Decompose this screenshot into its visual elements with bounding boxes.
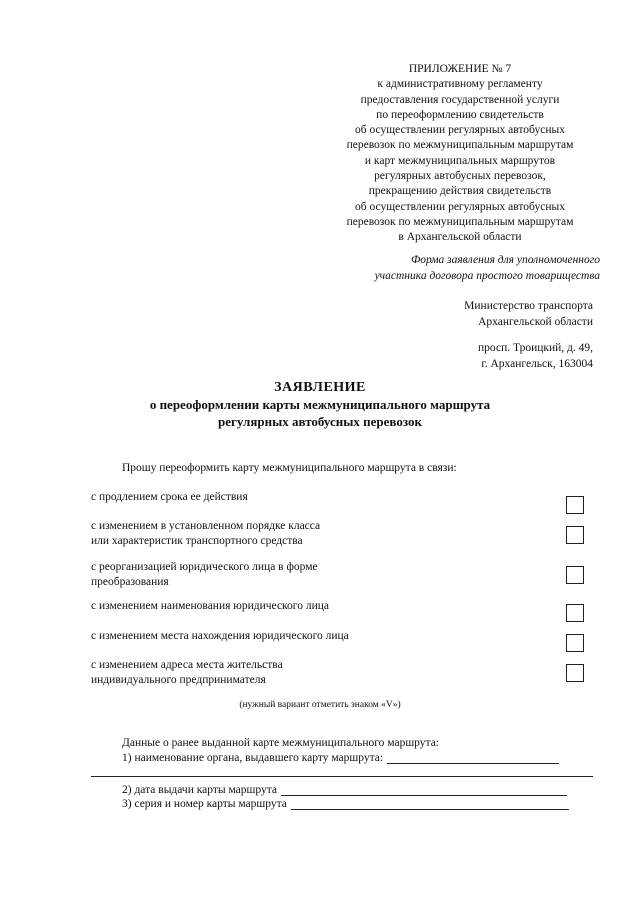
checkbox-address-change[interactable]	[566, 664, 584, 682]
appendix-line: и карт межмуниципальных маршрутов	[364, 154, 556, 167]
appendix-line: об осуществлении регулярных автобусных	[355, 200, 565, 213]
appendix-line: об осуществлении регулярных автобусных	[355, 124, 565, 137]
option-label: преобразования	[91, 576, 169, 588]
hint-text: (нужный вариант отметить знаком «V»)	[239, 700, 401, 710]
form-note-line: участника договора простого товарищества	[374, 270, 600, 282]
appendix-line: по переоформлению свидетельств	[376, 108, 544, 121]
option-address-change	[91, 658, 591, 688]
checkbox-location-change[interactable]	[566, 634, 584, 652]
appendix-line: регулярных автобусных перевозок,	[374, 170, 546, 183]
appendix-line: предоставления государственной услуги	[360, 93, 560, 106]
option-label: с изменением наименования юридического лица	[91, 600, 330, 612]
field-issue-date	[122, 783, 567, 796]
issuing-body-input-line[interactable]	[387, 751, 559, 764]
option-reorganization	[91, 560, 591, 590]
appendix-line: перевозок по межмуниципальным маршрутам	[346, 139, 574, 152]
checkbox-extend-term[interactable]	[566, 496, 584, 514]
appendix-header	[300, 62, 620, 246]
option-location-change	[91, 629, 591, 644]
addressee-block	[380, 298, 593, 372]
field-series-number	[122, 797, 569, 810]
option-label: с изменением в установленном порядке класса	[91, 520, 321, 532]
checkbox-name-change[interactable]	[566, 604, 584, 622]
form-note	[300, 252, 600, 284]
addressee-address-line: просп. Троицкий, д. 49,	[478, 342, 593, 354]
field-label: 1) наименование органа, выдавшего карту маршрута:	[122, 752, 384, 764]
form-note-line: Форма заявления для уполномоченного	[411, 254, 600, 266]
addressee-org-line: Министерство транспорта	[464, 300, 593, 312]
appendix-line: перевозок по межмуниципальным маршрутам	[346, 215, 574, 228]
title-subtitle: о переоформлении карты межмуниципального маршрута	[149, 397, 491, 412]
option-label: с продлением срока ее действия	[91, 491, 248, 503]
appendix-line: ПРИЛОЖЕНИЕ № 7	[408, 63, 512, 75]
issue-date-input-line[interactable]	[281, 783, 567, 796]
option-extend-term	[91, 490, 591, 505]
addressee-address-line: г. Архангельск, 163004	[481, 358, 593, 370]
option-label: с изменением адреса места жительства	[91, 659, 283, 671]
option-label: или характеристик транспортного средства	[91, 535, 303, 547]
appendix-line: прекращению действия свидетельств	[368, 185, 552, 198]
option-vehicle-change	[91, 519, 591, 549]
title-subtitle: регулярных автобусных перевозок	[217, 414, 423, 429]
field-label: 3) серия и номер карты маршрута	[122, 798, 287, 810]
option-label: с реорганизацией юридического лица в форме	[91, 561, 318, 573]
addressee-org-line: Архангельской области	[478, 316, 593, 328]
option-name-change	[91, 599, 591, 614]
title-main: ЗАЯВЛЕНИЕ	[274, 380, 366, 395]
checkbox-vehicle-change[interactable]	[566, 526, 584, 544]
previous-card-title: Данные о ранее выданной карте межмуниципального маршрута:	[122, 737, 439, 749]
appendix-line: к административному регламенту	[377, 78, 543, 91]
series-number-input-line[interactable]	[291, 797, 569, 810]
checkbox-reorganization[interactable]	[566, 566, 584, 584]
document-title	[0, 379, 640, 430]
appendix-line: в Архангельской области	[398, 231, 522, 244]
option-label: с изменением места нахождения юридического лица	[91, 630, 349, 642]
option-label: индивидуального предпринимателя	[91, 674, 266, 686]
continuation-rule[interactable]	[91, 776, 593, 777]
field-issuing-body	[122, 751, 559, 764]
field-label: 2) дата выдачи карты маршрута	[122, 784, 277, 796]
request-text: Прошу переоформить карту межмуниципального маршрута в связи:	[122, 462, 457, 474]
